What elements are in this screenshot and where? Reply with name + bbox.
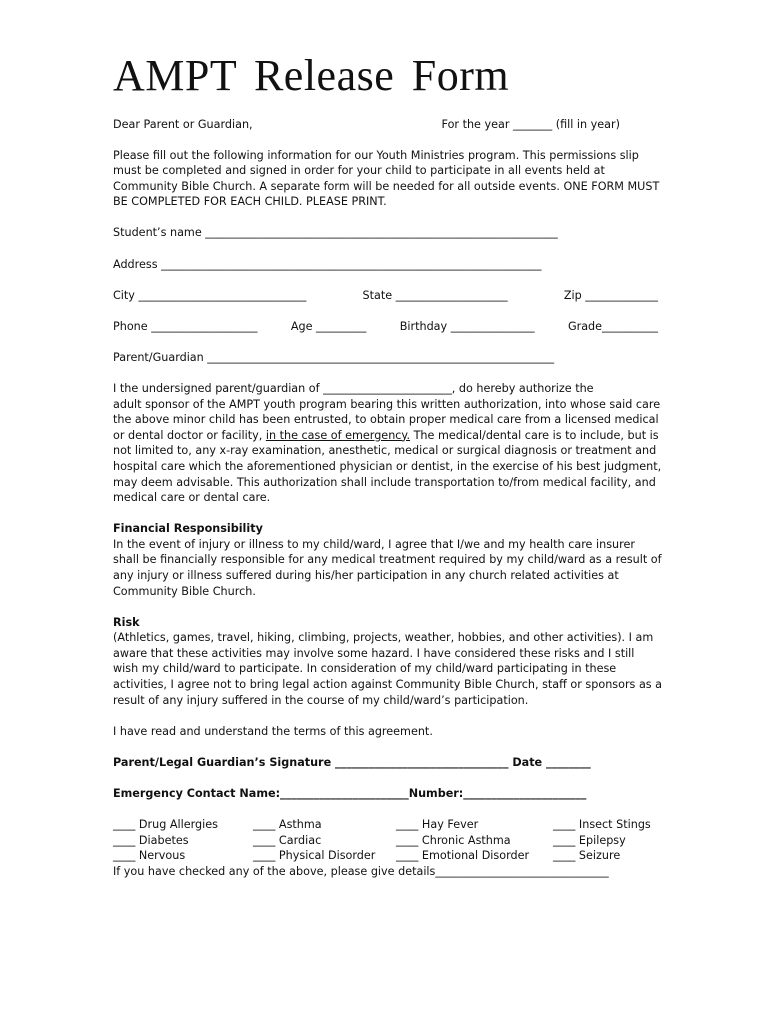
condition-emotional-disorder[interactable]: ____ Emotional Disorder <box>396 849 530 863</box>
intro-line: BE COMPLETED FOR EACH CHILD. PLEASE PRINT. <box>113 195 387 209</box>
financial-line: any injury or illness suffered during his/her participation in any church related activities at <box>113 568 619 582</box>
authorization-line: hospital care which the aforementioned physician or dentist, in the exercise of his best judgment, <box>113 459 662 473</box>
intro-paragraph <box>113 148 658 210</box>
financial-heading: Financial Responsibility <box>113 522 263 536</box>
authorization-line: may deem advisable. This authorization shall include transportation to/from medical facility, and <box>113 475 656 489</box>
agreement-statement: I have read and understand the terms of this agreement. <box>113 724 433 738</box>
address-field[interactable]: Address ____________________________________________________________________ <box>113 257 542 271</box>
financial-section <box>113 521 662 599</box>
financial-line: In the event of injury or illness to my child/ward, I agree that I/we and my health care insurer <box>113 537 635 551</box>
risk-line: aware that these activities may involve some hazard. I have considered these risks and I still <box>113 646 635 660</box>
condition-cardiac[interactable]: ____ Cardiac <box>253 833 322 847</box>
condition-details-field[interactable]: If you have checked any of the above, please give details_______________________________ <box>113 864 609 878</box>
greeting: Dear Parent or Guardian, <box>113 118 253 131</box>
risk-line: result of any injury suffered in the course of my child/ward’s participation. <box>113 693 529 707</box>
condition-drug-allergies[interactable]: ____ Drug Allergies <box>113 818 218 831</box>
age-field[interactable]: Age _________ <box>290 319 367 333</box>
authorization-line: I the undersigned parent/guardian of _______________________, do hereby authorize the <box>113 381 594 395</box>
conditions-checklist <box>113 817 658 864</box>
intro-line: must be completed and signed in order for your child to participate in all events held at <box>113 164 605 178</box>
year-field[interactable]: For the year _______ (fill in year) <box>441 118 620 131</box>
authorization-line: adult sponsor of the AMPT youth program bearing this written authorization, into whose said care <box>113 397 661 411</box>
authorization-text: The medical/dental care is to include, but is <box>410 428 659 442</box>
greeting-row <box>113 117 658 133</box>
phone-field[interactable]: Phone ___________________ <box>113 319 258 333</box>
authorization-line: not limited to, any x-ray examination, anesthetic, medical or surgical diagnosis or treatment and <box>113 444 657 458</box>
authorization-line: the above minor child has been entrusted, to obtain proper medical care from a licensed medical <box>113 413 659 427</box>
condition-seizure[interactable]: ____ Seizure <box>553 849 621 863</box>
intro-line: Community Bible Church. A separate form will be needed for all outside events. ONE FORM MUST <box>113 179 660 193</box>
student-name-field[interactable]: Student’s name _______________________________________________________________ <box>113 226 558 240</box>
city-field[interactable]: City ______________________________ <box>113 288 307 302</box>
condition-insect-stings[interactable]: ____ Insect Stings <box>553 818 651 831</box>
state-field[interactable]: State ____________________ <box>362 288 508 302</box>
condition-asthma[interactable]: ____ Asthma <box>253 818 322 831</box>
emergency-clause: in the case of emergency. <box>265 428 411 442</box>
condition-nervous[interactable]: ____ Nervous <box>113 849 186 863</box>
risk-heading: Risk <box>113 615 140 629</box>
release-form-page <box>113 50 663 879</box>
intro-line: Please fill out the following information for our Youth Ministries program. This permissions slip <box>113 148 639 162</box>
condition-hay-fever[interactable]: ____ Hay Fever <box>396 818 479 831</box>
condition-chronic-asthma[interactable]: ____ Chronic Asthma <box>396 833 511 847</box>
condition-physical-disorder[interactable]: ____ Physical Disorder <box>253 849 376 863</box>
authorization-text: or dental doctor or facility, <box>113 428 266 442</box>
authorization-paragraph <box>113 381 662 506</box>
financial-line: shall be financially responsible for any medical treatment required by my child/ward as a result of <box>113 553 662 567</box>
signature-date-field[interactable]: Parent/Legal Guardian’s Signature _______________________________ Date ________ <box>113 755 591 769</box>
city-state-zip-row <box>113 288 658 304</box>
risk-line: activities, I agree not to bring legal action against Community Bible Church, staff or sponsors as a <box>113 678 663 692</box>
authorization-line <box>113 428 658 444</box>
phone-age-row <box>113 319 658 335</box>
parent-guardian-field[interactable]: Parent/Guardian ______________________________________________________________ <box>113 350 555 364</box>
birthday-field[interactable]: Birthday _______________ <box>399 319 535 333</box>
financial-line: Community Bible Church. <box>113 584 256 598</box>
emergency-contact-field[interactable]: Emergency Contact Name:_______________________Number:______________________ <box>113 786 587 800</box>
authorization-line: medical care or dental care. <box>113 491 271 505</box>
risk-line: wish my child/ward to participate. In consideration of my child/ward participating in these <box>113 662 617 676</box>
zip-field[interactable]: Zip _____________ <box>563 288 658 302</box>
condition-epilepsy[interactable]: ____ Epilepsy <box>553 833 626 847</box>
grade-field[interactable]: Grade__________ <box>567 319 658 333</box>
condition-diabetes[interactable]: ____ Diabetes <box>113 833 189 847</box>
risk-line: (Athletics, games, travel, hiking, climbing, projects, weather, hobbies, and other activities). I am <box>113 631 654 645</box>
form-title: AMPT Release Form <box>113 51 510 100</box>
risk-section <box>113 615 663 709</box>
